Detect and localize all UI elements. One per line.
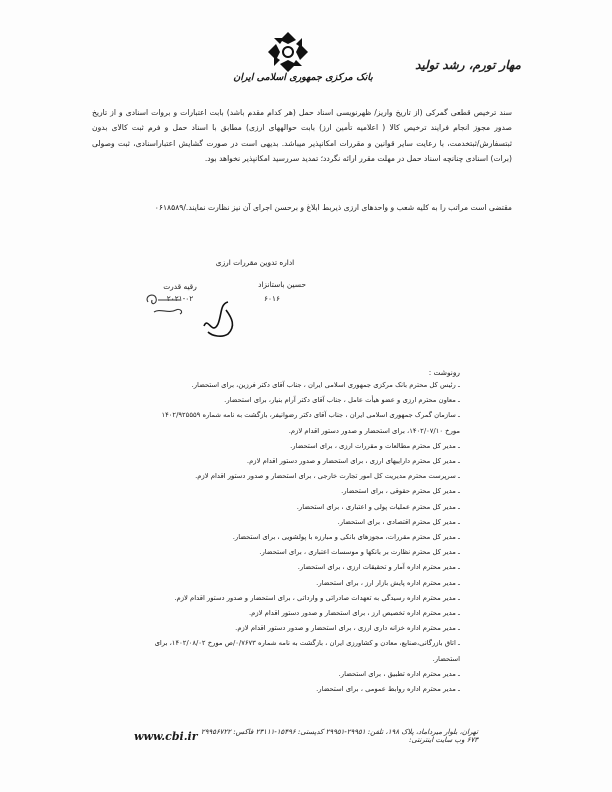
cc-item: ـ مدیر محترم اداره خزانه داری ارزی ، برای استحضار و صدور دستور اقدام لازم. [235,624,460,633]
cc-item: ـ مدیر کل محترم عملیات پولی و اعتباری ، برای استحضار. [296,502,460,511]
motto-text: مهار تورم، رشد تولید [415,58,521,72]
cc-item: ـ مدیر کل محترم نظارت بر بانکها و موسسات اعتباری ، برای استحضار. [259,548,460,557]
signature-1-mark [198,296,246,340]
cc-item: مورخ ۱۴۰۲/۰۷/۱۰، برای استحضار و صدور دستور اقدام لازم. [288,426,460,435]
footer-address: تهران، بلوار میرداماد، پلاک ۱۹۸، تلفن: ۲۹۹۵۱-۲۹۹۵۱ کدپستی: ۱۵۴۹۶-۲۳۱۱۱ فاکس: ۲۹۹۵۶۷۲۲ ۶۷۳ وب سایت اینترنتی: [200,728,478,744]
cc-item: ـ مدیر کل محترم داراییهای ارزی ، برای استحضار و صدور دستور اقدام لازم. [246,457,460,466]
cc-label: رونوشت : [428,368,460,377]
cc-item: ـ مدیر محترم اداره روابط عمومی ، برای استحضار. [316,685,460,694]
signer-1-name: حسین باستانزاد [258,280,306,289]
footer [134,728,478,744]
cbi-logo-icon [266,30,310,74]
cc-item: ـ اتاق بازرگانی،صنایع، معادن و کشاورزی ایران ، بازگشت به نامه شماره ۰/۷۶۷۳/ص مورخ ۱۴۰۲/۰۸/۰۲، برای [154,639,460,648]
cc-item: ـ سرپرست محترم مدیریت کل امور تجارت خارجی ، برای استحضار و صدور دستور اقدام لازم. [195,472,460,481]
body-paragraph-1: سند ترخیص قطعی گمرکی (از تاریخ واریز/ ظهرنویسی اسناد حمل (هر کدام مقدم باشد) بابت اعتبارات و بروات اسنادی و از تاریخ صدور مجوز انجام فرایند ترخیص کالا ( اعلامیه تأمین ارز) بابت حوالههای ارزی) مطابق با اسناد حمل و فرم ثبت کالای بدون ثبتسفارش/ثبتخدمت، با رعایت سایر قوانین و مقررات امکانپذیر میباشد. بدیهی است در صورت گشایش اعتباراسنادی، ثبت وصولی (برات) اسنادی چنانچه اسناد حمل در مهلت مقرر ارائه نگردد؛ تمدید سررسید امکانپذیر نخواهد بود. [92,108,512,164]
cc-item: ـ مدیر محترم اداره پایش بازار ارز ، برای استحضار. [316,578,460,587]
cc-item: ـ سازمان گمرک جمهوری اسلامی ایران ، جناب آقای دکتر رضوانیفر، بازگشت به نامه شماره ۱۴۰۲/۹۲۵۵۵۹ [161,411,460,420]
cc-item: استحضار. [432,654,460,663]
cc-item: ـ معاون محترم ارزی و عضو هیأت عامل ، جناب آقای دکتر آرام بنیار، برای استحضار. [224,396,460,405]
cc-item: ـ مدیر محترم اداره رسیدگی به تعهدات صادراتی و وارداتی ، برای استحضار و صدور دستور اقدام لازم. [174,593,460,602]
signer-2-code: ۲۰۲۱-۰۲ [166,294,194,303]
signer-1-code: ۶۰۱۶ [264,294,280,303]
footer-website-link[interactable]: www.cbi.ir [134,729,198,743]
cc-item: ـ مدیر محترم اداره آمار و تحقیقات ارزی ، برای استحضار. [297,563,460,572]
signer-2-title: رقیه قدرت [163,282,197,291]
cc-item: ـ مدیر کل محترم مقررات، مجوزهای بانکی و مبارزه با پولشویی ، برای استحضار. [232,533,460,542]
cc-item: ـ مدیر کل محترم اقتصادی ، برای استحضار. [337,517,460,526]
body-paragraph-2: مقتضی است مراتب را به کلیه شعب و واحدهای ارزی ذیربط ابلاغ و برحسن اجرای آن نیز نظارت نمایند./۰۶۱۸۵۸۹ [154,203,512,212]
bank-name: بانک مرکزی جمهوری اسلامی ایران [233,72,373,83]
cc-item: ـ مدیر کل محترم حقوقی ، برای استحضار. [341,487,460,496]
signature-department: اداره تدوین مقررات ارزی [215,258,295,267]
cc-item: ـ مدیر محترم اداره تخصیص ارز ، برای استحضار و صدور دستور اقدام لازم. [248,609,460,618]
cc-item: ـ مدیر کل محترم مطالعات و مقررات ارزی ، برای استحضار. [290,441,460,450]
cc-item: ـ مدیر محترم اداره تطبیق ، برای استحضار. [338,669,460,678]
cc-item: ـ رئیس کل محترم بانک مرکزی جمهوری اسلامی ایران ، جناب آقای دکتر فرزین، برای استحضار. [191,381,460,389]
signature-2-mark [140,288,190,322]
cc-list [96,378,460,697]
